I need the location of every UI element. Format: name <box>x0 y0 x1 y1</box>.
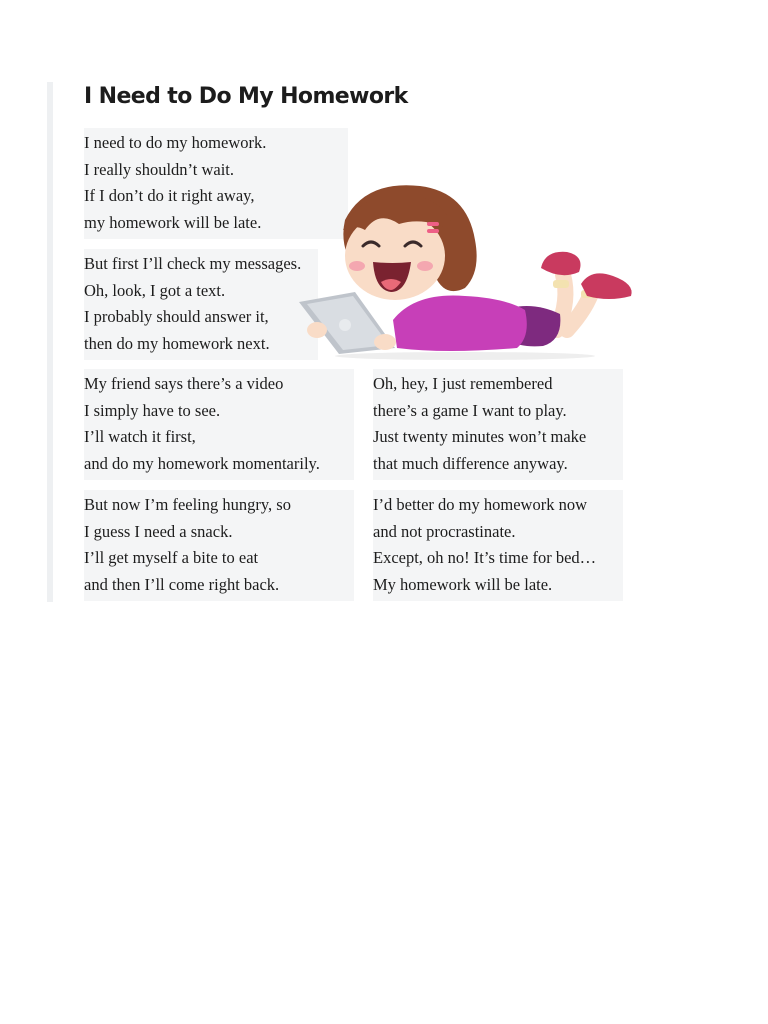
poem-line: But now I’m feeling hungry, so <box>84 495 291 514</box>
poem-line: I’d better do my homework now <box>373 495 587 514</box>
poem-line: I guess I need a snack. <box>84 521 233 541</box>
poem-title: I Need to Do My Homework <box>84 84 408 109</box>
tablet-logo-icon <box>339 319 351 331</box>
poem-line: my homework will be late. <box>84 213 262 233</box>
poem-line: and do my homework momentarily. <box>84 454 320 474</box>
stanza-6 <box>373 490 623 601</box>
poem-line: My friend says there’s a video <box>84 374 284 393</box>
stanza-2 <box>84 249 318 360</box>
poem-line: If I don’t do it right away, <box>84 186 255 206</box>
poem-line: and then I’ll come right back. <box>84 575 280 595</box>
stanza-5 <box>373 369 623 480</box>
cheek-icon <box>417 261 433 271</box>
hair-clip-icon <box>427 222 439 226</box>
stanza-3 <box>84 369 354 480</box>
poem-line: I’ll watch it first, <box>84 427 196 447</box>
poem-line: Just twenty minutes won’t make <box>373 427 587 447</box>
left-margin-rule <box>47 82 53 602</box>
poem-line: that much difference anyway. <box>373 454 568 474</box>
poem-line: Except, oh no! It’s time for bed… <box>373 548 597 568</box>
hand-icon <box>307 322 327 338</box>
poem-line: Oh, look, I got a text. <box>84 280 226 300</box>
poem-line: I probably should answer it, <box>84 307 269 327</box>
hair-clip-icon <box>427 229 439 233</box>
girl-with-tablet-illustration <box>295 180 640 360</box>
sock-icon <box>553 280 569 288</box>
poem-line: then do my homework next. <box>84 334 270 354</box>
poem-line: I need to do my homework. <box>84 133 267 152</box>
hand-icon <box>374 334 396 350</box>
poem-line: But first I’ll check my messages. <box>84 254 302 273</box>
poem-line: I really shouldn’t wait. <box>84 159 234 179</box>
poem-line: I’ll get myself a bite to eat <box>84 548 259 568</box>
stanza-4 <box>84 490 354 601</box>
shoe-icon <box>541 252 581 275</box>
shirt-icon <box>393 296 527 352</box>
shoe-icon <box>581 273 632 299</box>
poem-line: and not procrastinate. <box>373 521 516 541</box>
poem-line: there’s a game I want to play. <box>373 400 567 420</box>
poem-line: My homework will be late. <box>373 575 553 595</box>
poem-line: I simply have to see. <box>84 400 221 420</box>
shadow-icon <box>335 352 595 360</box>
poem-line: Oh, hey, I just remembered <box>373 374 553 393</box>
cheek-icon <box>349 261 365 271</box>
